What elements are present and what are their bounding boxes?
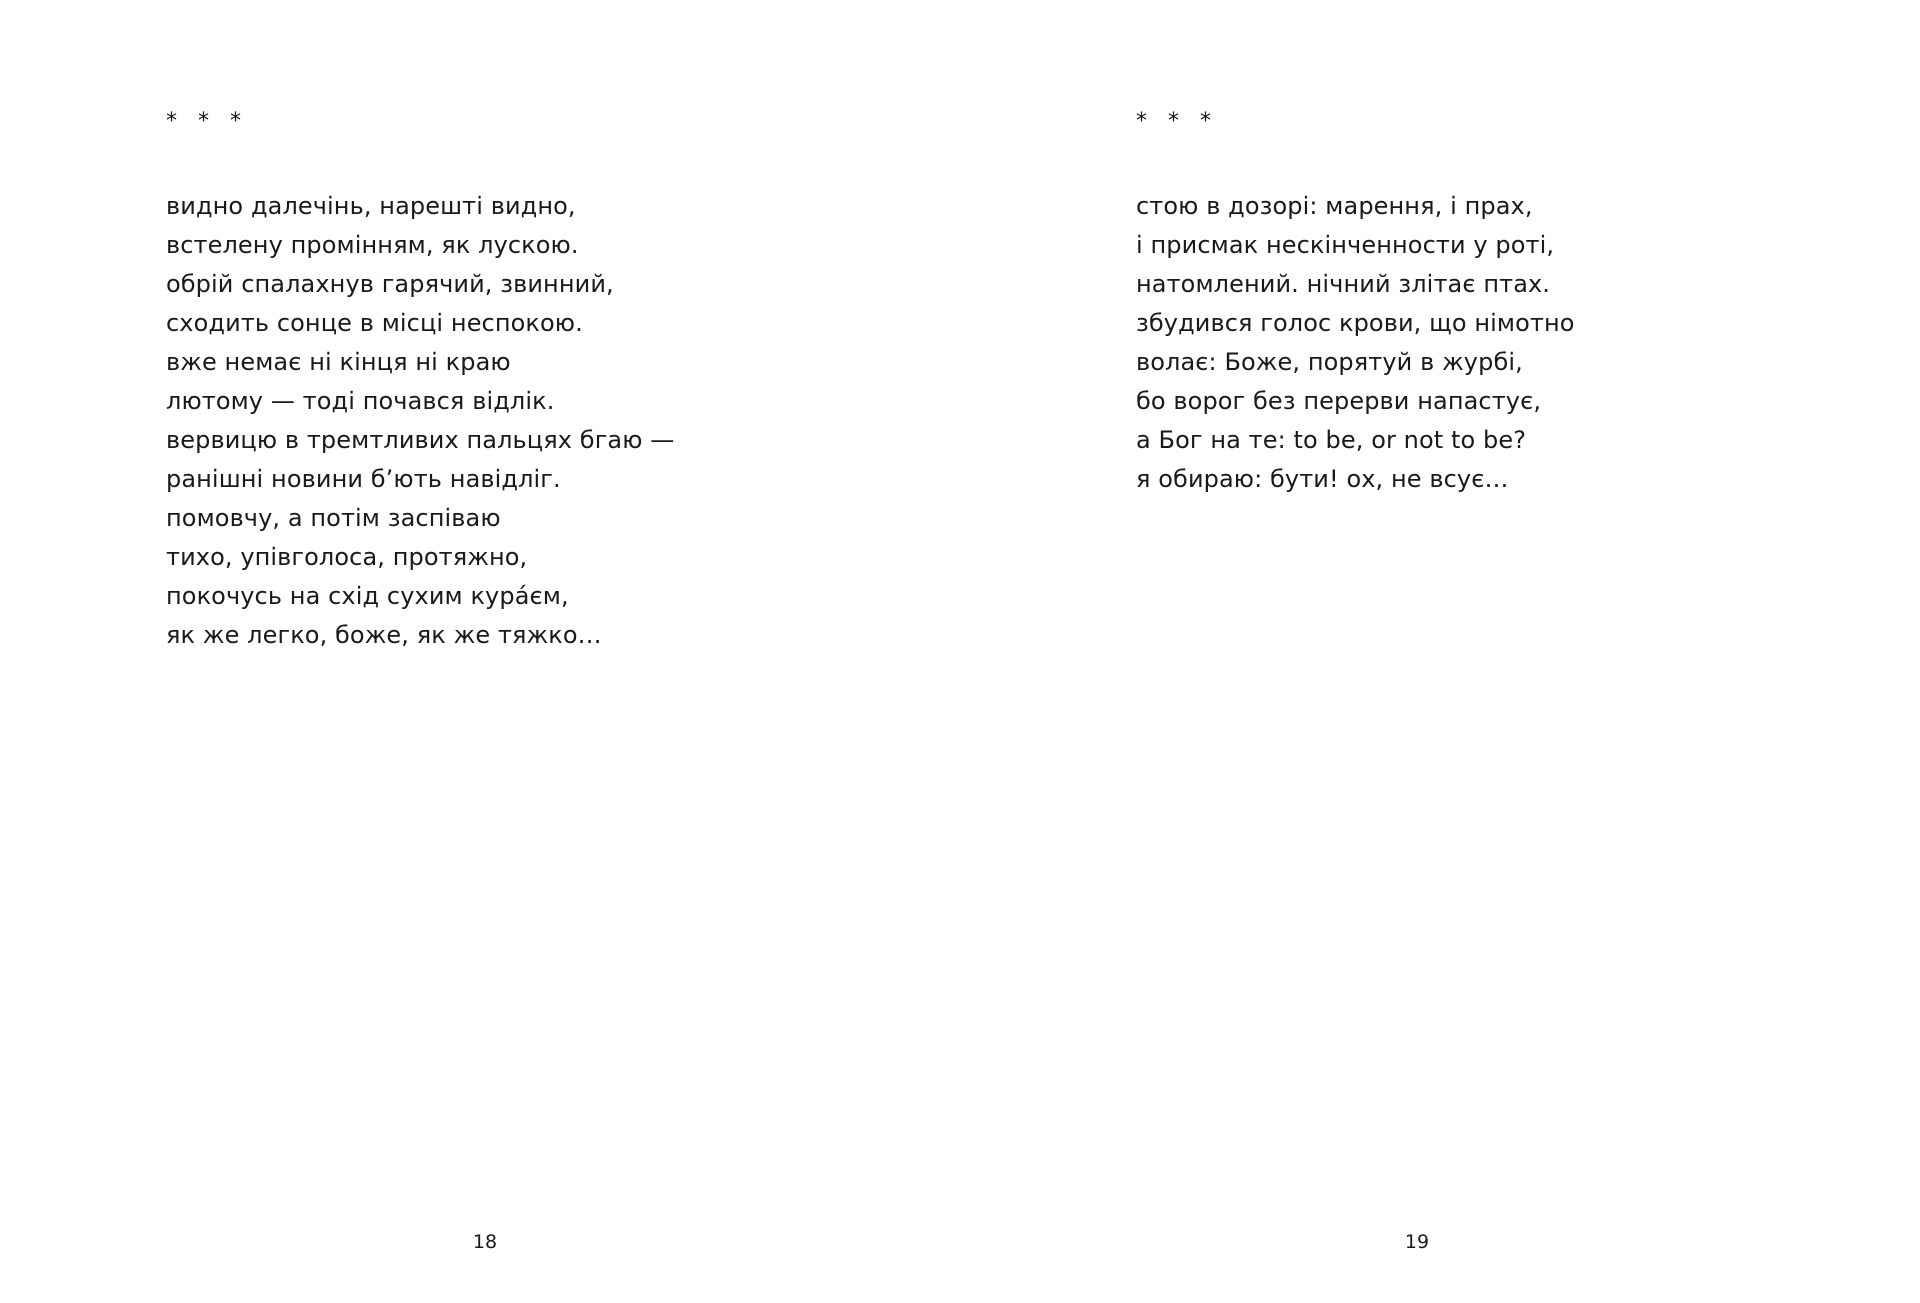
poem-line: встелену промінням, як лускою. — [166, 231, 579, 259]
poem-text — [1136, 187, 1575, 499]
poem-line: і присмак нескінченности у роті, — [1136, 231, 1555, 259]
poem-line: ранішні новини б’ють навідліг. — [166, 465, 561, 493]
poem-line: сходить сонце в місці неспокою. — [166, 309, 583, 337]
right-page — [960, 0, 1920, 1303]
poem-line: стою в дозорі: марення, і прах, — [1136, 192, 1533, 220]
poem-line: обрій спалахнув гарячий, звинний, — [166, 270, 614, 298]
poem-line: видно далечінь, нарешті видно, — [166, 192, 576, 220]
poem-text — [166, 187, 674, 655]
poem-line: натомлений. нічний злітає птах. — [1136, 270, 1551, 298]
poem-line: вервицю в тремтливих пальцях бгаю — — [166, 426, 675, 454]
poem-line: покочусь на схід сухим курáєм, — [166, 582, 569, 610]
page-number: 19 — [1404, 1231, 1430, 1253]
poem-line: бо ворог без перерви напастує, — [1136, 387, 1542, 415]
page-number: 18 — [472, 1231, 498, 1253]
poem-line: як же легко, боже, як же тяжко… — [166, 621, 602, 649]
poem-line: я обираю: бути! ох, не всує… — [1136, 465, 1509, 493]
poem-line: лютому — тоді почався відлік. — [166, 387, 555, 415]
section-separator: * * * — [166, 109, 241, 134]
poem-line: збудився голос крови, що німотно — [1136, 309, 1575, 337]
poem-line: вже немає ні кінця ні краю — [166, 348, 511, 376]
section-separator: * * * — [1136, 109, 1211, 134]
poem-line: а Бог на те: to be, or not to be? — [1136, 426, 1527, 454]
poem-line: волає: Боже, порятуй в журбі, — [1136, 348, 1523, 376]
poem-line: тихо, упівголоса, протяжно, — [166, 543, 528, 571]
poem-line: помовчу, а потім заспіваю — [166, 504, 501, 532]
